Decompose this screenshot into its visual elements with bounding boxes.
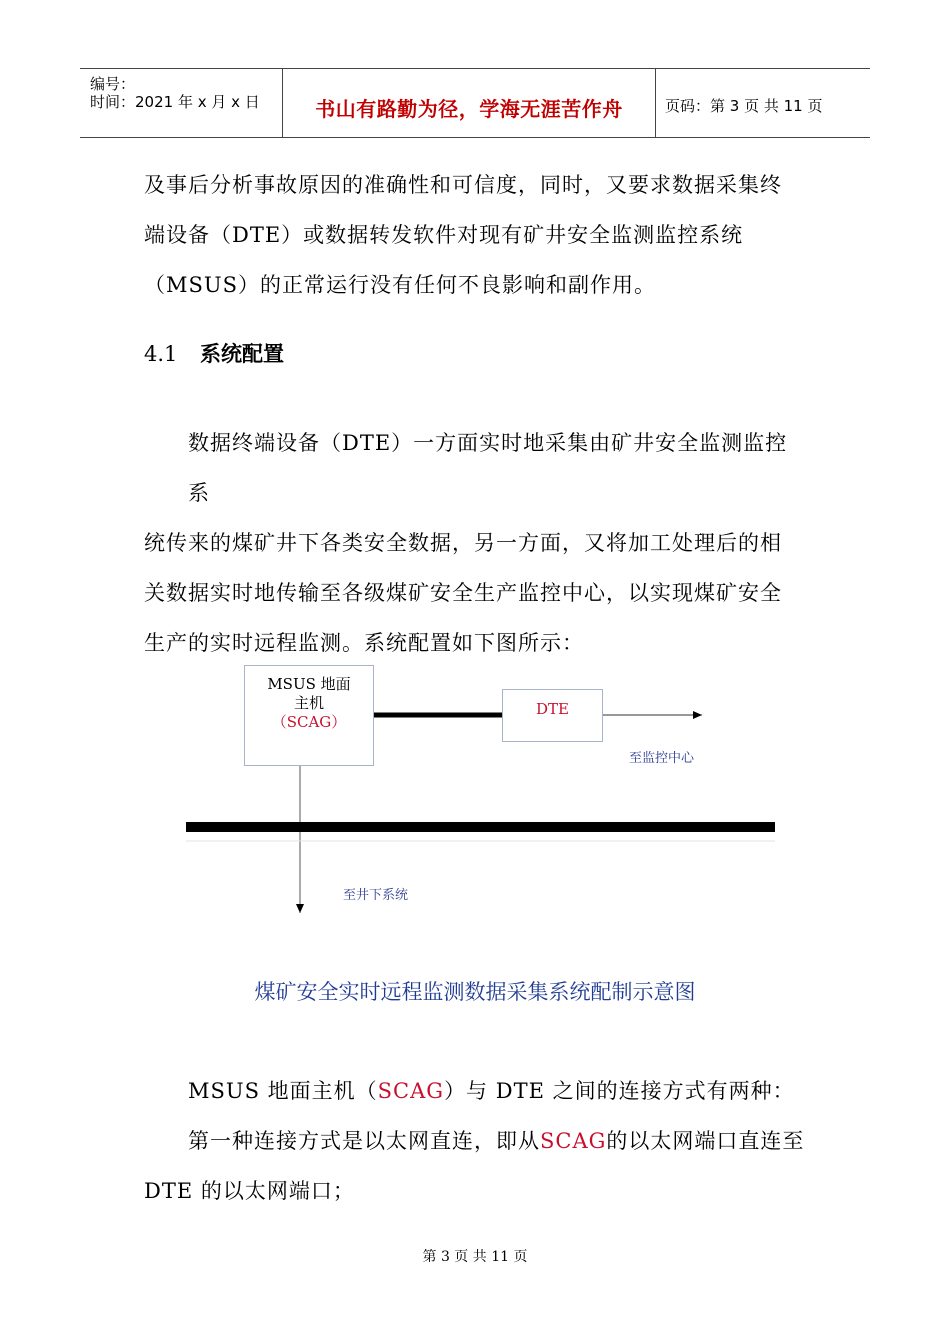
document-date-label: 时间：2021 年 x 月 x 日: [90, 93, 260, 111]
text-span: 第一种连接方式是以太网直连，即从: [188, 1129, 540, 1153]
host-label-line3: （SCAG）: [271, 713, 347, 731]
text-line: （MSUS）的正常运行没有任何不良影响和副作用。: [144, 273, 656, 297]
dte-box: [502, 689, 603, 742]
msus-host-box: [244, 665, 374, 766]
host-label-line1: MSUS 地面: [267, 675, 351, 693]
diagram-caption: 煤矿安全实时远程监测数据采集系统配制示意图: [254, 980, 696, 1004]
text-line: 统传来的煤矿井下各类安全数据，另一方面，又将加工处理后的相: [144, 531, 782, 555]
paragraph-connection-methods: [144, 1066, 808, 1216]
section-title: 系统配置: [200, 341, 284, 366]
dte-label: DTE: [536, 700, 569, 718]
text-line: DTE 的以太网端口；: [144, 1179, 355, 1203]
header-page-info: 页码：第 3 页 共 11 页: [665, 97, 823, 115]
header-motto: 书山有路勤为径，学海无涯苦作舟: [315, 97, 623, 121]
host-label-line2: 主机: [293, 694, 324, 712]
text-line: [144, 1066, 808, 1116]
text-span: ）与 DTE 之间的连接方式有两种：: [444, 1079, 795, 1103]
text-line: 生产的实时远程监测。系统配置如下图所示：: [144, 631, 584, 655]
to-monitor-center-label: 至监控中心: [629, 751, 695, 766]
text-span: 的以太网端口直连至: [606, 1129, 805, 1153]
text-line: 数据终端设备（DTE）一方面实时地采集由矿井安全监测监控系: [188, 431, 788, 505]
page-footer: 第 3 页 共 11 页: [422, 1249, 528, 1265]
scag-highlight: SCAG: [377, 1079, 445, 1103]
to-underground-label: 至井下系统: [343, 888, 409, 903]
document-number-label: 编号：: [90, 75, 136, 93]
text-line: 及事后分析事故原因的准确性和可信度，同时，又要求数据采集终: [144, 173, 782, 197]
text-line: [144, 1116, 808, 1166]
scag-highlight: SCAG: [540, 1129, 607, 1153]
text-line: 关数据实时地传输至各级煤矿安全生产监控中心，以实现煤矿安全: [144, 581, 782, 605]
text-line: 端设备（DTE）或数据转发软件对现有矿井安全监测监控系统: [144, 223, 744, 247]
section-number: 4.1: [144, 342, 178, 366]
text-span: MSUS 地面主机（: [188, 1079, 378, 1103]
